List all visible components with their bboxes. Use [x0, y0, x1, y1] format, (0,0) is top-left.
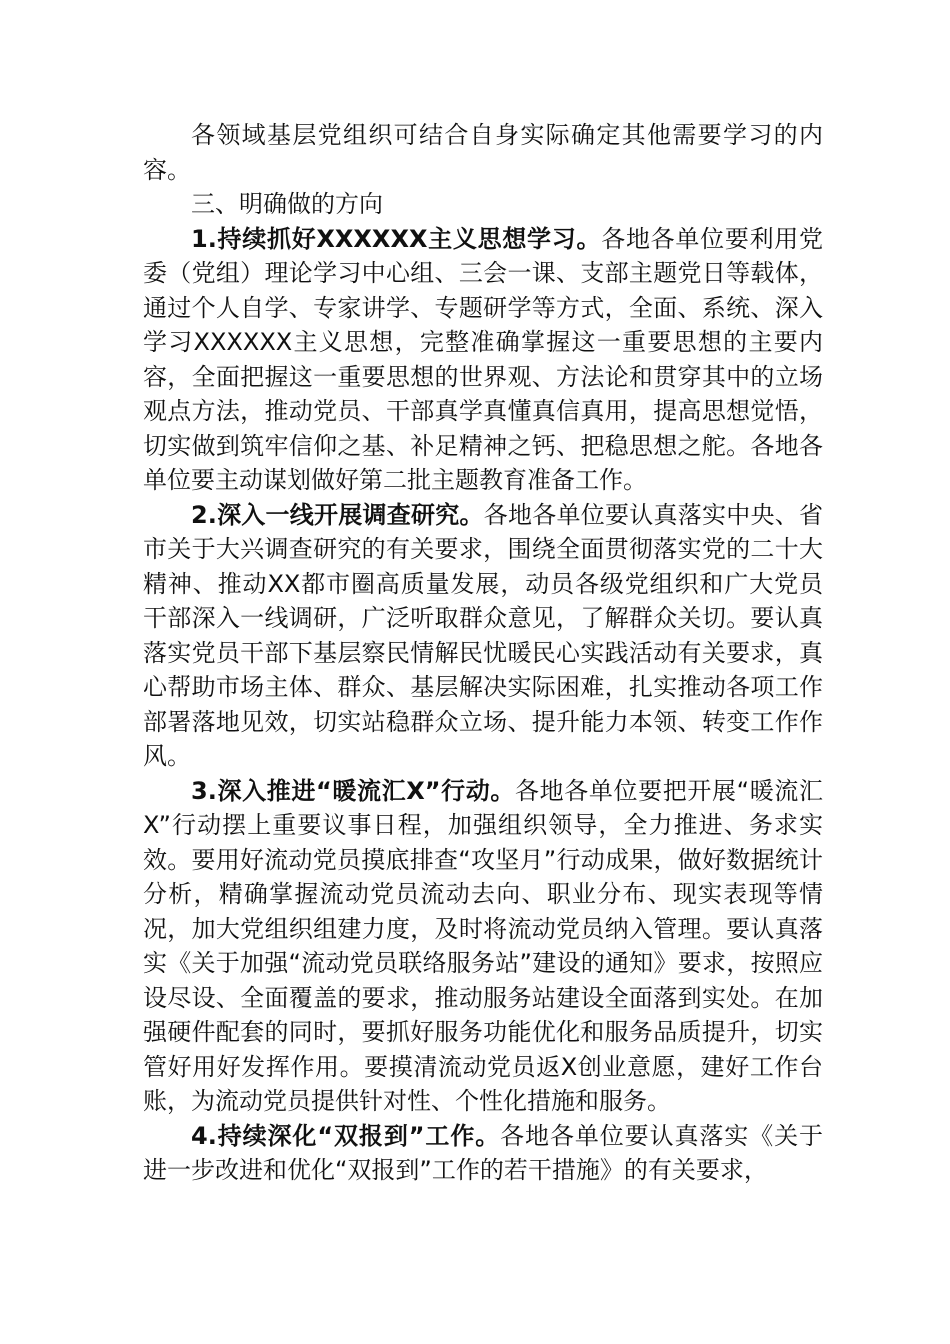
paragraph-item-1: [143, 222, 823, 498]
item-4-text: 各地各单位要认真落实《关于进一步改进和优化“双报到”工作的若干措施》的有关要求，: [143, 1121, 823, 1184]
document-body: [143, 118, 823, 1188]
section-heading-text: 三、明确做的方向: [191, 190, 383, 218]
paragraph-text: 各领域基层党组织可结合自身实际确定其他需要学习的内容。: [143, 121, 823, 184]
item-2-heading: 2.深入一线开展调查研究。: [191, 500, 484, 529]
paragraph-intro: [143, 118, 823, 187]
paragraph-item-2: [143, 498, 823, 774]
item-2-text: 各地各单位要认真落实中央、省市关于大兴调查研究的有关要求，围绕全面贯彻落实党的二十大精神、推动XX都市圈高质量发展，动员各级党组织和广大党员干部深入一线调研，广泛听取群众意见，了解群众关切。要认真落实党员干部下基层察民情解民忧暖民心实践活动有关要求，真心帮助市场主体、群众、基层解决实际困难，扎实推动各项工作部署落地见效，切实站稳群众立场、提升能力本领、转变工作作风。: [143, 500, 823, 770]
section-heading: [143, 187, 823, 222]
item-3-heading: 3.深入推进“暖流汇X”行动。: [191, 776, 516, 805]
paragraph-item-4: [143, 1119, 823, 1188]
item-1-heading: 1.持续抓好XXXXXX主义思想学习。: [191, 224, 602, 253]
item-4-heading: 4.持续深化“双报到”工作。: [191, 1121, 501, 1150]
item-1-text: 各地各单位要利用党委（党组）理论学习中心组、三会一课、支部主题党日等载体，通过个人自学、专家讲学、专题研学等方式，全面、系统、深入学习XXXXXX主义思想，完整准确掌握这一重要思想的主要内容，全面把握这一重要思想的世界观、方法论和贯穿其中的立场观点方法，推动党员、干部真学真懂真信真用，提高思想觉悟，切实做到筑牢信仰之基、补足精神之钙、把稳思想之舵。各地各单位要主动谋划做好第二批主题教育准备工作。: [143, 224, 824, 494]
paragraph-item-3: [143, 774, 823, 1119]
item-3-text: 各地各单位要把开展“暖流汇X”行动摆上重要议事日程，加强组织领导，全力推进、务求实效。要用好流动党员摸底排查“攻坚月”行动成果，做好数据统计分析，精确掌握流动党员流动去向、职业分布、现实表现等情况，加大党组织组建力度，及时将流动党员纳入管理。要认真落实《关于加强“流动党员联络服务站”建设的通知》要求，按照应设尽设、全面覆盖的要求，推动服务站建设全面落到实处。在加强硬件配套的同时，要抓好服务功能优化和服务品质提升，切实管好用好发挥作用。要摸清流动党员返X创业意愿，建好工作台账，为流动党员提供针对性、个性化措施和服务。: [143, 776, 823, 1115]
